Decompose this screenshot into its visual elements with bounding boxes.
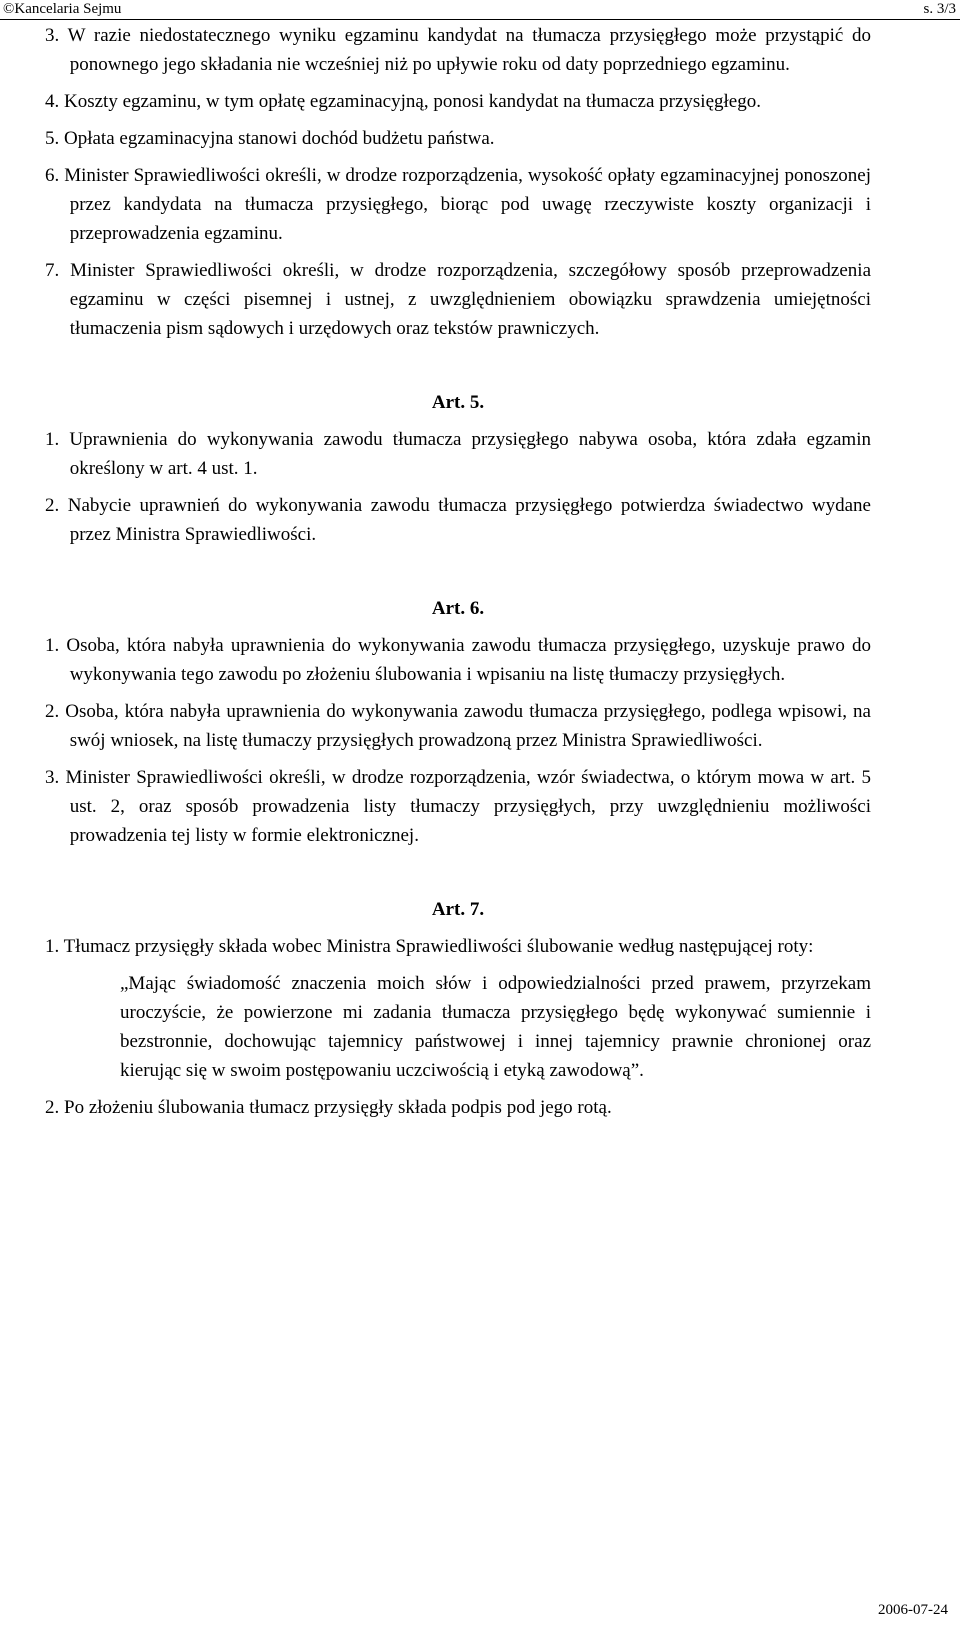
- art6-para-1: 1. Osoba, która nabyła uprawnienia do wykonywania zawodu tłumacza przysięgłego, uzyskuje prawo do wykonywania tego zawodu po złożeniu ślubowania i wpisaniu na listę tłumaczy przysięgłych.: [45, 635, 871, 685]
- art4-para-6: 6. Minister Sprawiedliwości określi, w drodze rozporządzenia, wysokość opłaty egzaminacyjnej ponoszonej przez kandydata na tłumacza przysięgłego, biorąc pod uwagę rzeczywiste koszty organizacji i przeprowadzenia egzaminu.: [45, 165, 871, 244]
- oath-text: „Mając świadomość znaczenia moich słów i odpowiedzialności przed prawem, przyrzekam uroczyście, że powierzone mi zadania tłumacza przysięgłego będę wykonywać sumiennie i bezstronnie, dochowując tajemnicy państwowej i innej tajemnicy prawnie chronionej oraz kierując się w swoim postępowaniu uczciwością i etyką zawodową”.: [120, 973, 871, 1081]
- art6-para-2: 2. Osoba, która nabyła uprawnienia do wykonywania zawodu tłumacza przysięgłego, podlega wpisowi, na swój wniosek, na listę tłumaczy przysięgłych prowadzoną przez Ministra Sprawiedliwości.: [45, 701, 871, 751]
- footer-date: 2006-07-24: [878, 1602, 948, 1618]
- header-page-number: s. 3/3: [923, 1, 956, 17]
- document-body: [45, 21, 871, 1130]
- article-5-title: Art. 5.: [431, 392, 485, 413]
- art4-para-3: 3. W razie niedostatecznego wyniku egzaminu kandydat na tłumacza przysięgłego może przystąpić do ponownego jego składania nie wcześniej niż po upływie roku od daty poprzedniego egzaminu.: [45, 25, 871, 75]
- article-6-title: Art. 6.: [431, 598, 485, 619]
- art6-para-3: 3. Minister Sprawiedliwości określi, w drodze rozporządzenia, wzór świadectwa, o którym mowa w art. 5 ust. 2, oraz sposób prowadzenia listy tłumaczy przysięgłych, przy uwzględnieniu możliwości prowadzenia tej listy w formie elektronicznej.: [45, 767, 871, 846]
- art4-para-7: 7. Minister Sprawiedliwości określi, w drodze rozporządzenia, szczegółowy sposób przeprowadzenia egzaminu w części pisemnej i ustnej, z uwzględnieniem obowiązku sprawdzenia umiejętności tłumaczenia pism sądowych i urzędowych oraz tekstów prawniczych.: [45, 260, 871, 339]
- art4-para-5: 5. Opłata egzaminacyjna stanowi dochód budżetu państwa.: [45, 128, 495, 149]
- art4-para-4: 4. Koszty egzaminu, w tym opłatę egzaminacyjną, ponosi kandydat na tłumacza przysięgłego.: [45, 91, 761, 112]
- article-7-title: Art. 7.: [431, 899, 485, 920]
- header-copyright: ©Kancelaria Sejmu: [3, 1, 122, 17]
- header-rule: [0, 19, 960, 20]
- art5-para-2: 2. Nabycie uprawnień do wykonywania zawodu tłumacza przysięgłego potwierdza świadectwo wydane przez Ministra Sprawiedliwości.: [45, 495, 871, 545]
- art7-para-1: 1. Tłumacz przysięgły składa wobec Ministra Sprawiedliwości ślubowanie według następującej roty:: [45, 936, 814, 957]
- page-header: [0, 0, 960, 22]
- art5-para-1: 1. Uprawnienia do wykonywania zawodu tłumacza przysięgłego nabywa osoba, która zdała egzamin określony w art. 4 ust. 1.: [45, 429, 871, 479]
- art7-para-2: 2. Po złożeniu ślubowania tłumacz przysięgły składa podpis pod jego rotą.: [45, 1097, 612, 1118]
